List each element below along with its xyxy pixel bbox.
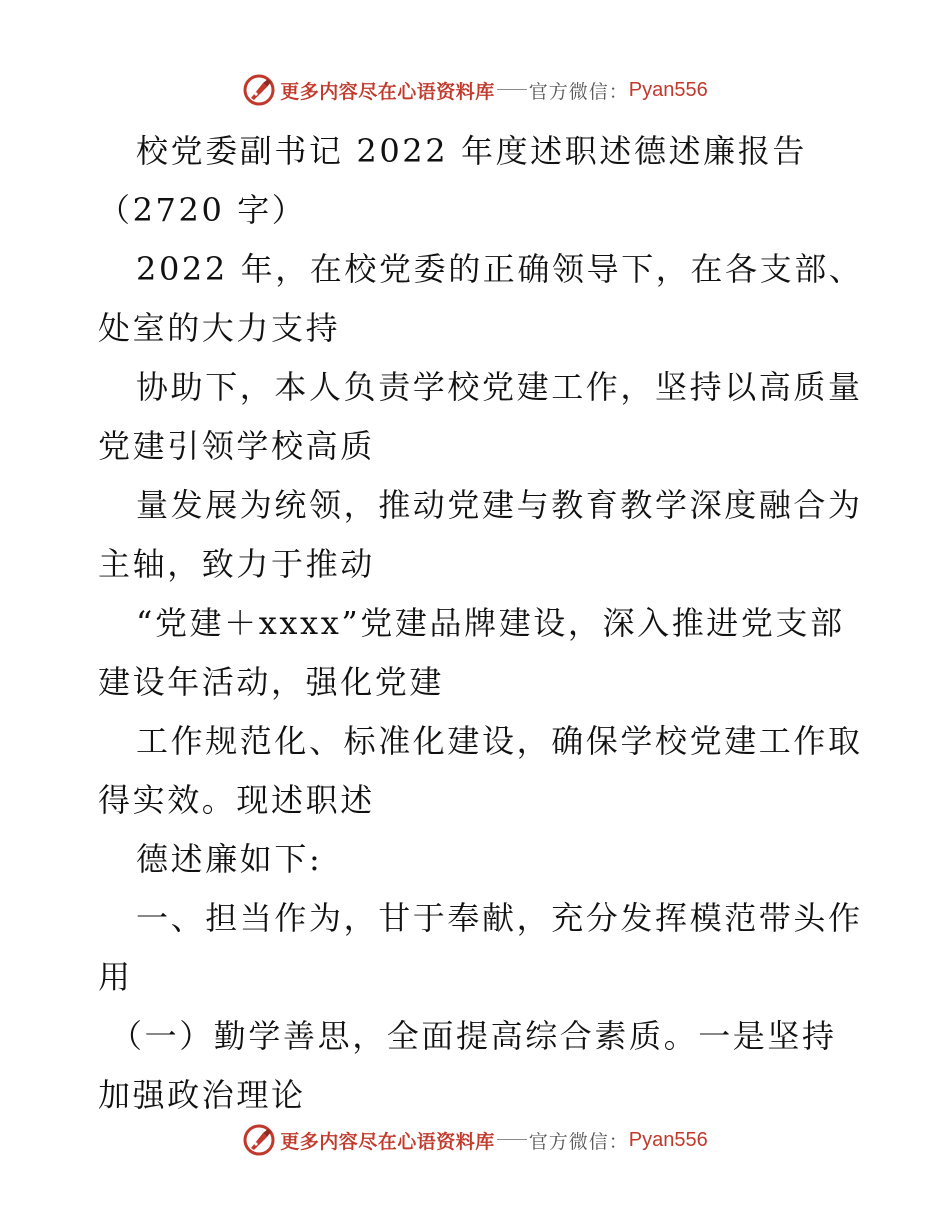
- section-heading-continuation: 用: [98, 958, 133, 996]
- paragraph-line: 协助下，本人负责学校党建工作，坚持以高质量: [136, 368, 863, 406]
- banner-wechat-label: 官方微信：: [528, 80, 629, 103]
- banner-wechat-label: 官方微信：: [528, 1130, 629, 1153]
- banner-divider: [497, 89, 527, 90]
- paragraph-line: 加强政治理论: [98, 1076, 306, 1114]
- paragraph-line: 德述廉如下:: [136, 840, 323, 878]
- paragraph-line: 2022 年，在校党委的正确领导下，在各支部、: [136, 250, 864, 288]
- banner-wechat-id: Pyan556: [628, 1128, 708, 1151]
- subsection-heading: （一）勤学善思，全面提高综合素质。一是坚持: [110, 1017, 837, 1055]
- banner-wechat-id: Pyan556: [628, 78, 708, 101]
- paragraph-line: “党建＋xxxx”党建品牌建设，深入推进党支部: [136, 604, 845, 642]
- footer-banner: [0, 1122, 950, 1158]
- paragraph-line: 建设年活动，强化党建: [98, 663, 445, 701]
- header-banner: [0, 72, 950, 108]
- paragraph-line: 党建引领学校高质: [98, 427, 375, 465]
- document-title: 校党委副书记 2022 年度述职述德述廉报告: [136, 132, 807, 170]
- banner-brand-text: 更多内容尽在心语资料库: [280, 1130, 495, 1153]
- banner-divider: [497, 1139, 527, 1140]
- paragraph-line: 量发展为统领，推动党建与教育教学深度融合为: [136, 486, 863, 524]
- banner-brand-text: 更多内容尽在心语资料库: [280, 80, 495, 103]
- pen-nib-logo-icon: [242, 1123, 276, 1157]
- document-title-wordcount: （2720 字）: [98, 191, 307, 229]
- section-heading: 一、担当作为，甘于奉献，充分发挥模范带头作: [136, 899, 863, 937]
- paragraph-line: 得实效。现述职述: [98, 781, 375, 819]
- paragraph-line: 处室的大力支持: [98, 309, 341, 347]
- paragraph-line: 工作规范化、标准化建设，确保学校党建工作取: [136, 722, 863, 760]
- pen-nib-logo-icon: [242, 73, 276, 107]
- document-body: [98, 122, 864, 1125]
- paragraph-line: 主轴，致力于推动: [98, 545, 375, 583]
